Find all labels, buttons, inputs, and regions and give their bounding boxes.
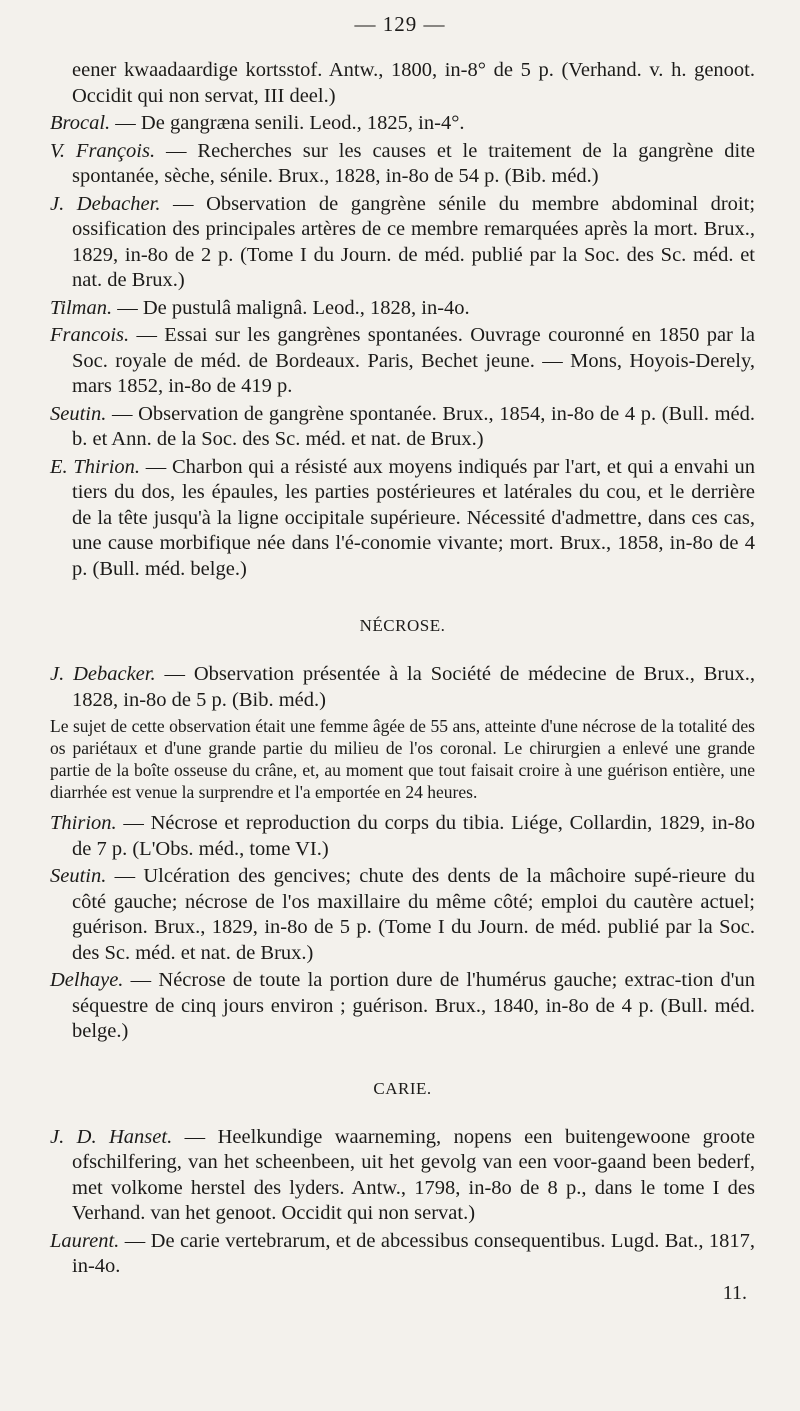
entry-text: — Observation de gangrène sénile du membre abdominal droit; ossification des principales artères de ce membre remarquées après la mort. Brux., 1829, in-8o de 2 p. (Tome I du Journ. de méd. publié par la Soc. des Sc. méd. et nat. de Brux.): [72, 192, 756, 291]
entry-author: Tilman.: [50, 296, 113, 319]
entry-author: Francois.: [50, 324, 130, 346]
carie-entries: [50, 1125, 755, 1280]
bibliography-entry: [50, 968, 755, 1045]
bibliography-entry: [50, 402, 755, 453]
bibliography-entry: [50, 111, 755, 137]
entry-text: — Nécrose de toute la portion dure de l'humérus gauche; extrac-tion d'un séquestre de cinq jours environ ; guérison. Brux., 1840, in-8o de 4 p. (Bull. méd. belge.): [72, 969, 756, 1042]
entry-text: — Ulcération des gencives; chute des dents de la mâchoire supé-rieure du côté gauche; nécrose de l'os maxillaire du même côté; emploi du cautère actuel; guérison. Brux., 1829, in-8o de 5 p. (Tome I du Journ. de méd. publié par la Soc. des Sc. méd. et nat. de Brux.): [72, 865, 756, 964]
necrose-note: Le sujet de cette observation était une femme âgée de 55 ans, atteinte d'une nécrose de la totalité des os pariétaux et d'une grande partie du milieu de l'os coronal. Le chirurgien a enlevé une grande partie de la boîte osseuse du crâne, et, au moment que tout faisait croire à une guérison entière, une diarrhée est venue la surprendre et l'a emportée en 24 heures.: [50, 716, 755, 802]
bibliography-entry: [50, 1125, 755, 1227]
bibliography-entry: [50, 811, 755, 862]
signature-mark: 11.: [722, 1281, 747, 1304]
page-number: — 129 —: [354, 12, 446, 36]
gangrene-entries: [50, 58, 755, 582]
bibliography-entry: [50, 323, 755, 400]
entry-text: — Observation de gangrène spontanée. Brux., 1854, in-8o de 4 p. (Bull. méd. b. et Ann. de la Soc. des Sc. méd. et nat. de Brux.): [72, 402, 755, 450]
entry-author: Delhaye.: [50, 969, 124, 991]
entry-author: J. Debacher.: [50, 192, 161, 215]
entry-author: Seutin.: [50, 865, 107, 887]
bibliography-entry: [50, 662, 755, 713]
bibliography-entry: [50, 192, 755, 294]
entry-author: Brocal.: [50, 112, 111, 134]
entry-text: — De pustulâ malignâ. Leod., 1828, in-4o.: [117, 296, 470, 319]
entry-author: V. François.: [50, 139, 156, 162]
entry-text: — Recherches sur les causes et le traitement de la gangrène dite spontanée, sèche, sénile. Brux., 1828, in-8o de 54 p. (Bib. méd.): [72, 139, 756, 187]
entry-text: — De gangræna senili. Leod., 1825, in-4°.: [115, 112, 465, 134]
entry-author: Laurent.: [50, 1229, 120, 1252]
bibliography-entry: [50, 1229, 755, 1280]
bibliography-entry: [50, 455, 755, 583]
entry-text: — Observation présentée à la Société de médecine de Brux., Brux., 1828, in-8o de 5 p. (Bib. méd.): [72, 663, 756, 711]
entry-author: J. Debacker.: [50, 663, 156, 685]
entry-text: — Nécrose et reproduction du corps du tibia. Liége, Collardin, 1829, in-8o de 7 p. (L'Obs. méd., tome VI.): [72, 812, 755, 860]
entry-author: E. Thirion.: [50, 455, 141, 478]
entry-text: eener kwaadaardige kortsstof. Antw., 1800, in-8° de 5 p. (Verhand. v. h. genoot. Occidit qui non servat, III deel.): [72, 59, 755, 107]
section-heading-necrose: NÉCROSE.: [359, 616, 446, 635]
necrose-entries-continued: [50, 811, 755, 1045]
entry-text: — Heelkundige waarneming, nopens een buitengewoone groote ofschilfering, van het scheenbeen, uit het gevolg van een voor-gaand been bederf, met volkome herstel des lyders. Antw., 1798, in-8o de 8 p., dans le tome I des Verhand. van het genoot. Occidit qui non servat.): [72, 1125, 756, 1224]
bibliography-entry: [50, 864, 755, 966]
bibliography-entry: [50, 296, 755, 322]
entry-author: Seutin.: [50, 402, 107, 425]
entry-author: Thirion.: [50, 812, 117, 834]
bibliography-entry: [50, 139, 755, 190]
entry-text: — Essai sur les gangrènes spontanées. Ouvrage couronné en 1850 par la Soc. royale de méd. de Bordeaux. Paris, Bechet jeune. — Mons, Hoyois-Derely, mars 1852, in-8o de 419 p.: [72, 324, 755, 397]
document-body: [50, 58, 755, 1305]
entry-text: — Charbon qui a résisté aux moyens indiqués par l'art, et qui a envahi un tiers du dos, les épaules, les parties postérieures et latérales du cou, et le derrière de la tête jusqu'à la ligne occipitale supérieure. Nécessité d'admettre, dans ces cas, une cause morbifique née dans l'é-conomie vivante; mort. Brux., 1858, in-8o de 4 p. (Bull. méd. belge.): [72, 455, 755, 580]
bibliography-entry: [50, 58, 755, 109]
entry-text: — De carie vertebrarum, et de abcessibus consequentibus. Lugd. Bat., 1817, in-4o.: [72, 1229, 756, 1277]
necrose-entries: [50, 662, 755, 713]
section-heading-carie: CARIE.: [373, 1078, 432, 1098]
entry-author: J. D. Hanset.: [50, 1125, 173, 1148]
